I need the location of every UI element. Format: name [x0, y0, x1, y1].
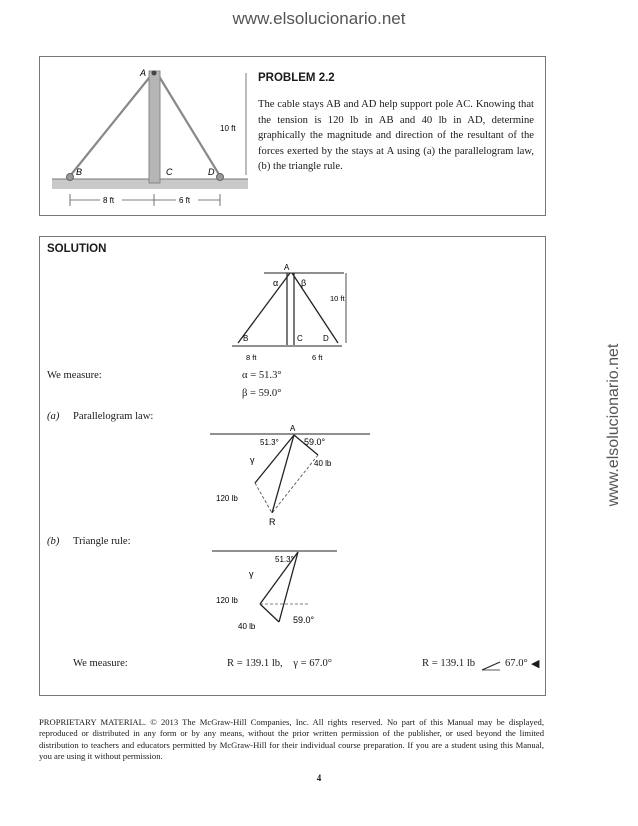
diag-a-gamma: γ [250, 455, 255, 465]
diag-b-gamma: γ [249, 569, 254, 579]
fig-label-c: C [166, 167, 173, 177]
answer-r: R = 139.1 lb [422, 658, 476, 669]
triangle-diagram [202, 547, 372, 655]
diag-a-force-ad: 40 lb [314, 459, 332, 468]
diag-a-force-ab: 120 lb [216, 494, 238, 503]
fig-label-b: B [76, 167, 83, 177]
solution-box [39, 236, 546, 696]
sketch-point-c: C [297, 334, 303, 343]
diag-a-right-angle: 59.0° [304, 437, 326, 447]
diag-b-bottom-angle: 59.0° [293, 615, 315, 625]
page-number: 4 [316, 773, 322, 783]
answer-marker: ◀ [531, 658, 540, 670]
solution-title: SOLUTION [47, 243, 107, 255]
problem-box [39, 56, 546, 216]
sketch-beta: β [301, 278, 307, 288]
diag-a-point: A [290, 424, 296, 433]
sketch-left: 8 ft [246, 353, 257, 362]
alpha-eq: α = 51.3° [242, 370, 282, 381]
sketch-height: 10 ft [330, 294, 345, 303]
part-a-title: Parallelogram law: [73, 411, 154, 422]
part-a-label: (a) [47, 411, 60, 422]
sketch-point-b: B [243, 334, 249, 343]
sketch-point-d: D [323, 334, 329, 343]
diag-b-force-ab: 120 lb [216, 596, 238, 605]
solution-sketch [228, 261, 362, 367]
sketch-right: 6 ft [312, 353, 323, 362]
fig-label-a: A [140, 68, 147, 78]
part-b-label: (b) [47, 536, 60, 547]
part-b-title: Triangle rule: [73, 536, 131, 547]
final-measure-label: We measure: [73, 658, 128, 669]
fig-label-d: D [208, 167, 215, 177]
fig-right-dim: 6 ft [179, 196, 191, 205]
problem-figure [48, 63, 256, 211]
footer-text: PROPRIETARY MATERIAL. © 2013 The McGraw-Hill Companies, Inc. All rights reserved. No part of this Manual may be displayed, reproduced or distributed in any form or by any means, without the prior written permission of the publisher, or used beyond the limited distribution to teachers and educators permitted by McGraw-Hill for their individual course preparation. If you are a student using this Manual, you are using it without permission. [39, 717, 544, 762]
diag-b-force-ad: 40 lb [238, 622, 256, 631]
header-url: www.elsolucionario.net [232, 9, 406, 28]
problem-text: The cable stays AB and AD help support pole AC. Knowing that the tension is 120 lb in AB and 40 lb in AD, determine graphically the magnitude and direction of the resultant of the forces exerted by the stays at A using (a) the parallelogram law, (b) the triangle rule. [258, 99, 534, 172]
answer-angle: 67.0° [505, 658, 528, 669]
fig-height-dim: 10 ft [220, 124, 236, 133]
sketch-point-a: A [284, 263, 290, 272]
sketch-alpha: α [273, 278, 279, 288]
diag-a-resultant: R [269, 517, 276, 527]
measure-label: We measure: [47, 370, 102, 381]
final-equation: R = 139.1 lb, γ = 67.0° [227, 658, 333, 669]
diag-b-top-angle: 51.3° [275, 555, 294, 564]
answer-direction-icon [480, 660, 502, 672]
side-url-text: www.elsolucionario.net [605, 343, 622, 507]
diag-a-left-angle: 51.3° [260, 438, 279, 447]
parallelogram-diagram [200, 421, 370, 529]
fig-left-dim: 8 ft [103, 196, 115, 205]
problem-title: PROBLEM 2.2 [258, 72, 335, 84]
side-url [598, 330, 638, 520]
beta-eq: β = 59.0° [242, 388, 282, 399]
